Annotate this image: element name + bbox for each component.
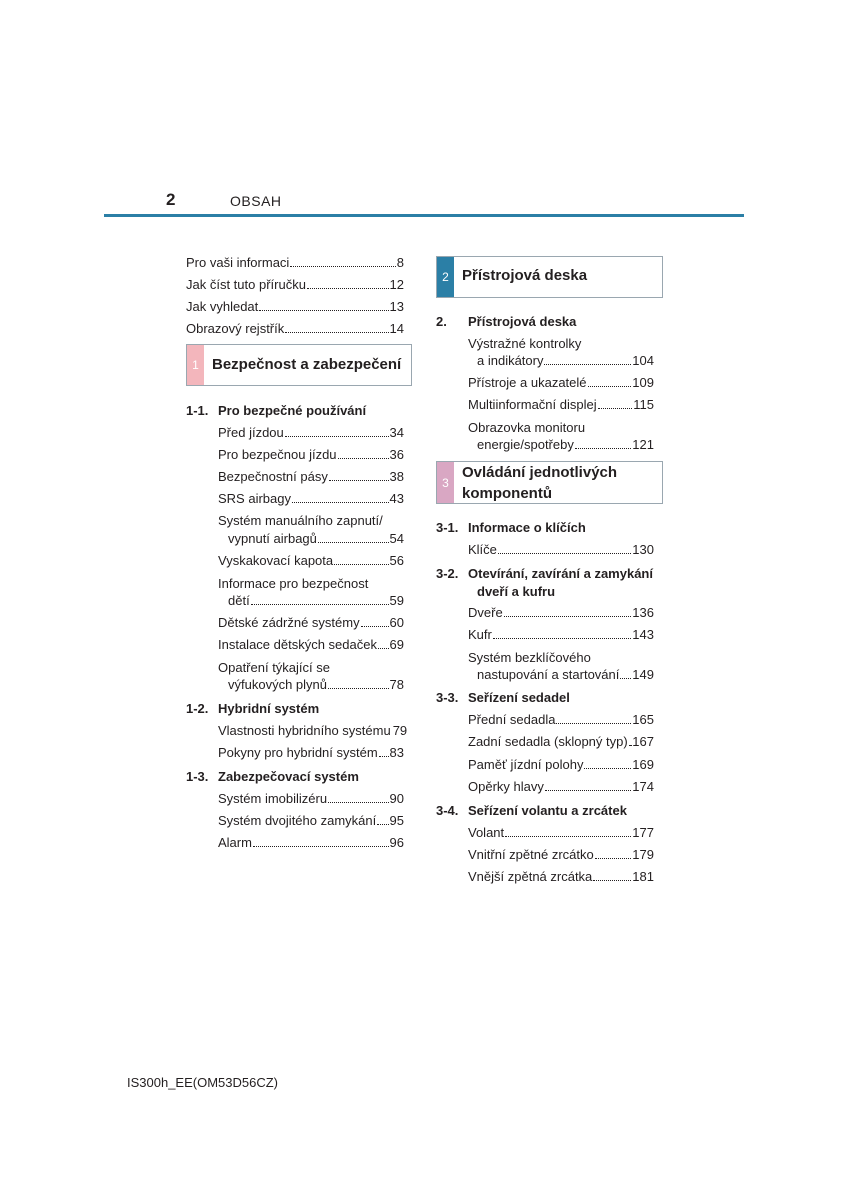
toc-entry-page: 167 bbox=[632, 734, 654, 749]
toc-entry[interactable] bbox=[218, 447, 404, 463]
page-number: 2 bbox=[166, 190, 176, 209]
toc-entry-page: 38 bbox=[389, 469, 404, 484]
leader-dots bbox=[575, 447, 631, 449]
leader-dots bbox=[378, 647, 389, 649]
section-number: 1-2. bbox=[186, 701, 209, 716]
header-title: OBSAH bbox=[230, 193, 282, 209]
toc-entry-page: 169 bbox=[632, 757, 654, 772]
toc-entry-label: Opěrky hlavy bbox=[468, 779, 544, 794]
toc-entry-label: Dveře bbox=[468, 605, 503, 620]
toc-entry-label: Vlastnosti hybridního systému bbox=[218, 723, 391, 738]
toc-entry-page: 136 bbox=[632, 605, 654, 620]
leader-dots bbox=[251, 603, 389, 605]
toc-entry[interactable] bbox=[477, 667, 654, 683]
toc-entry-label: Přední sedadla bbox=[468, 712, 556, 727]
toc-entry[interactable] bbox=[218, 835, 404, 851]
toc-entry[interactable] bbox=[468, 542, 654, 558]
leader-dots bbox=[505, 835, 631, 837]
toc-entry-label: Obrazový rejstřík bbox=[186, 321, 285, 336]
chapter-title: Přístrojová deska bbox=[462, 267, 588, 284]
section-title: Hybridní systém bbox=[218, 701, 320, 716]
toc-entry-page: 34 bbox=[389, 425, 404, 440]
section-title-line2: dveří a kufru bbox=[477, 584, 556, 599]
toc-entry-page: 83 bbox=[389, 745, 404, 760]
leader-dots bbox=[593, 879, 631, 881]
toc-entry-page: 78 bbox=[389, 677, 404, 692]
toc-entry[interactable] bbox=[468, 712, 654, 728]
toc-entry[interactable] bbox=[218, 791, 404, 807]
toc-entry[interactable] bbox=[186, 321, 404, 337]
toc-entry-label: Vyskakovací kapota bbox=[218, 553, 334, 568]
toc-entry[interactable] bbox=[186, 277, 404, 293]
leader-dots bbox=[253, 845, 389, 847]
leader-dots bbox=[328, 801, 388, 803]
toc-entry-page: 179 bbox=[632, 847, 654, 862]
toc-entry-label: energie/spotřeby bbox=[477, 437, 574, 452]
toc-entry-label: Systém dvojitého zamykání bbox=[218, 813, 377, 828]
chapter-title-line2: komponentů bbox=[462, 485, 552, 502]
section-number: 2. bbox=[436, 314, 447, 329]
toc-entry-page: 95 bbox=[389, 813, 404, 828]
leader-dots bbox=[285, 435, 389, 437]
toc-entry-label: Klíče bbox=[468, 542, 497, 557]
chapter-number-tab: 1 bbox=[187, 345, 204, 385]
leader-dots bbox=[318, 541, 389, 543]
section-number: 3-4. bbox=[436, 803, 459, 818]
toc-entry-label: Přístroje a ukazatelé bbox=[468, 375, 587, 390]
section-title: Zabezpečovací systém bbox=[218, 769, 359, 784]
section-number: 3-3. bbox=[436, 690, 459, 705]
toc-entry-label: Vnější zpětná zrcátka bbox=[468, 869, 593, 884]
toc-entry-label: Jak vyhledat bbox=[186, 299, 259, 314]
toc-entry-label: Paměť jízdní polohy bbox=[468, 757, 584, 772]
toc-entry-label: Bezpečnostní pásy bbox=[218, 469, 328, 484]
toc-entry-label: Systém imobilizéru bbox=[218, 791, 328, 806]
chapter-3-heading[interactable] bbox=[436, 461, 663, 504]
toc-entry-label-line1: Obrazovka monitoru bbox=[468, 420, 586, 435]
toc-entry[interactable] bbox=[228, 677, 404, 693]
section-title-line1: Otevírání, zavírání a zamykání bbox=[468, 566, 653, 581]
header-rule bbox=[104, 214, 744, 217]
leader-dots bbox=[504, 615, 632, 617]
toc-entry-label: Multiinformační displej bbox=[468, 397, 597, 412]
toc-entry-label: a indikátory bbox=[477, 353, 544, 368]
leader-dots bbox=[545, 789, 631, 791]
toc-entry-page: 96 bbox=[389, 835, 404, 850]
toc-entry-page: 165 bbox=[632, 712, 654, 727]
leader-dots bbox=[493, 637, 631, 639]
toc-entry[interactable] bbox=[468, 605, 654, 621]
toc-entry-page: 115 bbox=[633, 397, 654, 412]
toc-entry-label: Pokyny pro hybridní systém bbox=[218, 745, 378, 760]
toc-entry[interactable] bbox=[468, 825, 654, 841]
toc-entry-label: Pro vaši informaci bbox=[186, 255, 290, 270]
section-title: Přístrojová deska bbox=[468, 314, 577, 329]
toc-entry-page: 79 bbox=[392, 723, 408, 738]
toc-entry[interactable] bbox=[228, 531, 404, 547]
toc-entry-label-line1: Systém manuálního zapnutí/ bbox=[218, 513, 383, 528]
toc-entry-label-line1: Informace pro bezpečnost bbox=[218, 576, 369, 591]
leader-dots bbox=[556, 722, 631, 724]
toc-entry-label-line1: Systém bezklíčového bbox=[468, 650, 591, 665]
toc-entry[interactable] bbox=[218, 745, 404, 761]
toc-entry[interactable] bbox=[477, 353, 654, 369]
toc-entry-label: Pro bezpečnou jízdu bbox=[218, 447, 337, 462]
toc-entry[interactable] bbox=[218, 425, 404, 441]
toc-entry-label: Alarm bbox=[218, 835, 252, 850]
leader-dots bbox=[598, 407, 633, 409]
toc-entry-page: 174 bbox=[632, 779, 654, 794]
leader-dots bbox=[377, 823, 388, 825]
toc-entry-page: 54 bbox=[389, 531, 404, 546]
toc-entry-page: 43 bbox=[389, 491, 404, 506]
chapter-title: Bezpečnost a zabezpečení bbox=[212, 356, 402, 373]
section-title: Seřízení volantu a zrcátek bbox=[468, 803, 627, 818]
toc-entry-label: Instalace dětských sedaček bbox=[218, 637, 377, 652]
toc-entry[interactable] bbox=[468, 375, 654, 391]
toc-entry-page: 12 bbox=[389, 277, 404, 292]
leader-dots bbox=[544, 363, 631, 365]
chapter-2-heading[interactable] bbox=[436, 256, 663, 298]
toc-entry-page: 8 bbox=[396, 255, 404, 270]
toc-entry-page: 60 bbox=[389, 615, 404, 630]
toc-entry-label: výfukových plynů bbox=[228, 677, 327, 692]
toc-entry-page: 177 bbox=[632, 825, 654, 840]
leader-dots bbox=[259, 309, 388, 311]
leader-dots bbox=[290, 265, 395, 267]
leader-dots bbox=[620, 677, 631, 679]
toc-entry[interactable] bbox=[218, 723, 408, 739]
leader-dots bbox=[285, 331, 388, 333]
section-number: 3-1. bbox=[436, 520, 459, 535]
leader-dots bbox=[307, 287, 389, 289]
toc-entry[interactable] bbox=[218, 491, 404, 507]
chapter-title-line1: Ovládání jednotlivých bbox=[462, 464, 618, 481]
toc-entry[interactable] bbox=[218, 637, 404, 653]
section-number: 1-1. bbox=[186, 403, 209, 418]
leader-dots bbox=[595, 857, 632, 859]
leader-dots bbox=[329, 479, 389, 481]
toc-entry-page: 104 bbox=[632, 353, 654, 368]
toc-entry-page: 149 bbox=[632, 667, 654, 682]
toc-entry-label: Jak číst tuto příručku bbox=[186, 277, 306, 292]
toc-entry-page: 143 bbox=[632, 627, 654, 642]
leader-dots bbox=[334, 563, 388, 565]
document-code: IS300h_EE(OM53D56CZ) bbox=[127, 1075, 279, 1090]
toc-entry[interactable] bbox=[218, 813, 404, 829]
leader-dots bbox=[292, 501, 389, 503]
leader-dots bbox=[379, 755, 389, 757]
leader-dots bbox=[498, 552, 631, 554]
toc-entry-page: 14 bbox=[389, 321, 404, 336]
toc-entry-label: Před jízdou bbox=[218, 425, 284, 440]
leader-dots bbox=[584, 767, 631, 769]
section-title: Pro bezpečné používání bbox=[218, 403, 367, 418]
leader-dots bbox=[361, 625, 389, 627]
toc-entry[interactable] bbox=[186, 299, 404, 315]
toc-entry-page: 121 bbox=[632, 437, 654, 452]
toc-entry-page: 36 bbox=[389, 447, 404, 462]
toc-entry-page: 69 bbox=[389, 637, 404, 652]
toc-entry-label-line1: Opatření týkající se bbox=[218, 660, 330, 675]
toc-entry[interactable] bbox=[468, 779, 654, 795]
toc-entry-label-line1: Výstražné kontrolky bbox=[468, 336, 582, 351]
toc-entry-page: 109 bbox=[632, 375, 654, 390]
toc-entry[interactable] bbox=[468, 869, 654, 885]
toc-entry-label: Kufr bbox=[468, 627, 492, 642]
leader-dots bbox=[328, 687, 389, 689]
toc-entry-page: 13 bbox=[389, 299, 404, 314]
chapter-1-heading[interactable] bbox=[186, 344, 412, 386]
toc-entry-label: nastupování a startování bbox=[477, 667, 620, 682]
toc-entry-page: 90 bbox=[389, 791, 404, 806]
toc-entry-label: vypnutí airbagů bbox=[228, 531, 317, 546]
toc-entry[interactable] bbox=[228, 593, 404, 609]
toc-entry[interactable] bbox=[468, 397, 654, 413]
section-number: 3-2. bbox=[436, 566, 459, 581]
toc-entry[interactable] bbox=[468, 757, 654, 773]
toc-entry[interactable] bbox=[186, 255, 404, 271]
chapter-number-tab: 2 bbox=[437, 257, 454, 297]
toc-entry[interactable] bbox=[218, 553, 404, 569]
toc-entry[interactable] bbox=[468, 627, 654, 643]
toc-entry-label: Volant bbox=[468, 825, 505, 840]
toc-entry-page: 181 bbox=[632, 869, 654, 884]
toc-entry-label: Dětské zádržné systémy bbox=[218, 615, 360, 630]
chapter-number-tab: 3 bbox=[437, 462, 454, 503]
leader-dots bbox=[338, 457, 389, 459]
toc-entry[interactable] bbox=[477, 437, 654, 453]
leader-dots bbox=[629, 744, 632, 746]
section-title: Informace o klíčích bbox=[468, 520, 586, 535]
section-number: 1-3. bbox=[186, 769, 209, 784]
toc-entry-label: Vnitřní zpětné zrcátko bbox=[468, 847, 594, 862]
toc-entry[interactable] bbox=[468, 847, 654, 863]
section-title: Seřízení sedadel bbox=[468, 690, 570, 705]
toc-entry[interactable] bbox=[218, 615, 404, 631]
toc-entry[interactable] bbox=[218, 469, 404, 485]
toc-entry-label: Zadní sedadla (sklopný typ) bbox=[468, 734, 628, 749]
toc-entry[interactable] bbox=[468, 734, 654, 750]
toc-entry-page: 56 bbox=[389, 553, 404, 568]
leader-dots bbox=[588, 385, 632, 387]
toc-entry-page: 130 bbox=[632, 542, 654, 557]
toc-entry-label: dětí bbox=[228, 593, 250, 608]
toc-entry-page: 59 bbox=[389, 593, 404, 608]
toc-entry-label: SRS airbagy bbox=[218, 491, 291, 506]
